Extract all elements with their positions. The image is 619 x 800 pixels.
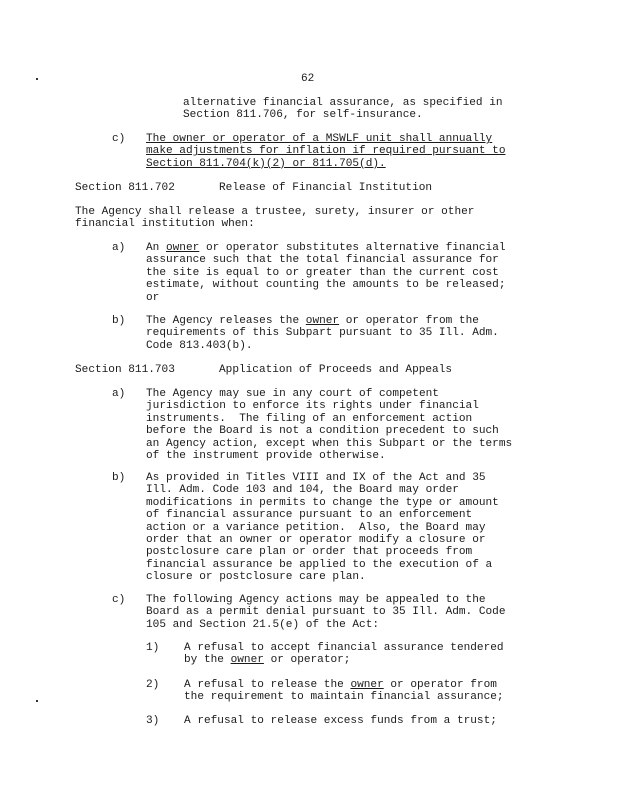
scan-speck	[36, 700, 38, 702]
scan-speck	[36, 78, 38, 80]
section-title: Application of Proceeds and Appeals	[219, 364, 453, 376]
item-label: b)	[112, 315, 126, 327]
item-text: The Agency releases the owner or operator from the requirements of this Subpart pursuant to 35 Ill. Adm. Code 813.403(b).	[146, 315, 499, 352]
subitem-text: A refusal to release excess funds from a trust;	[184, 715, 497, 727]
item-label: a)	[112, 242, 126, 254]
item-text: An owner or operator substitutes alternative financial assurance such that the total financial assurance for the site is equal to or greater than the current cost estimate, without counting the amounts to be released; or	[146, 242, 506, 304]
item-label: c)	[112, 594, 126, 606]
item-text: As provided in Titles VIII and IX of the Act and 35 Ill. Adm. Code 103 and 104, the Board may order modifications in permits to change the type or amount of financial assurance pursuant to an enforcement action or a variance petition. Also, the Board may order that an owner or operator modify a closure or postclosure care plan or order that proceeds from financial assurance be applied to the execution of a closure or postclosure care plan.	[146, 472, 499, 584]
section-number: Section 811.702	[75, 182, 175, 194]
continuation-text: alternative financial assurance, as specified in Section 811.706, for self-insurance.	[183, 97, 503, 122]
section-title: Release of Financial Institution	[219, 182, 433, 194]
subitem-label: 2)	[146, 679, 160, 691]
page-number: 62	[301, 73, 315, 85]
subitem-text: A refusal to accept financial assurance tendered by the owner or operator;	[184, 642, 504, 667]
section-intro: The Agency shall release a trustee, surety, insurer or other financial institution when:	[75, 206, 475, 231]
item-label: b)	[112, 472, 126, 484]
subitem-text: A refusal to release the owner or operator from the requirement to maintain financial assurance;	[184, 679, 504, 704]
section-number: Section 811.703	[75, 364, 175, 376]
subitem-label: 3)	[146, 715, 160, 727]
item-text: The Agency may sue in any court of competent jurisdiction to enforce its rights under financial instruments. The filing of an enforcement action before the Board is not a condition precedent to such an Agency action, except when this Subpart or the terms of the instrument provide otherwise.	[146, 388, 513, 463]
item-text: The following Agency actions may be appealed to the Board as a permit denial pursuant to 35 Ill. Adm. Code 105 and Section 21.5(e) of the Act:	[146, 594, 506, 631]
item-label: a)	[112, 388, 126, 400]
subitem-label: 1)	[146, 642, 160, 654]
inserted-inflation-text: The owner or operator of a MSWLF unit shall annually make adjustments for inflation if required pursuant to Section 811.704(k)(2) or 811.705(d).	[146, 133, 506, 170]
item-label: c)	[112, 133, 126, 145]
